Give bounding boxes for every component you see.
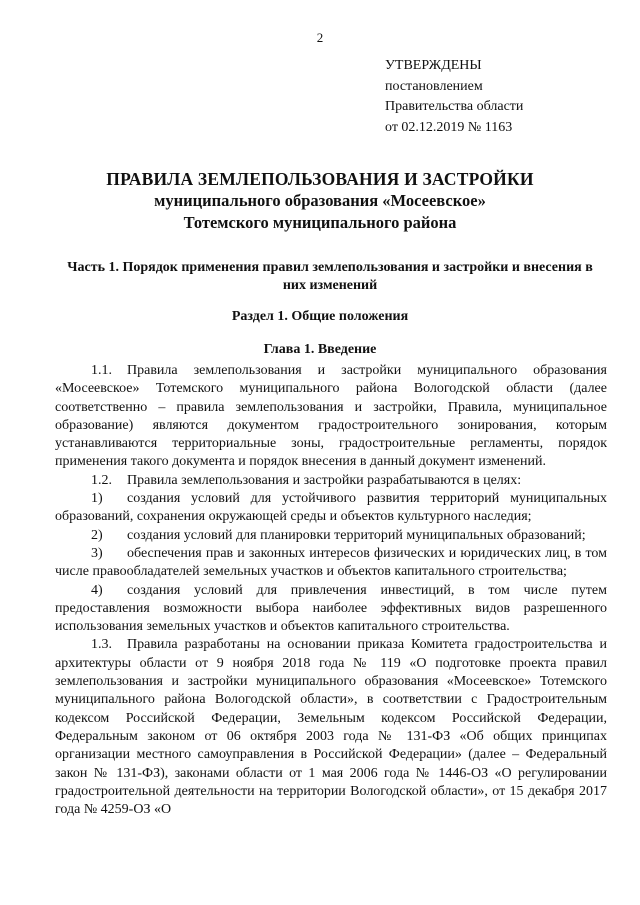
document-title — [0, 168, 640, 234]
paragraph-1-3 — [55, 636, 607, 819]
list-item-number: 4) — [91, 582, 103, 598]
paragraph-1-1 — [55, 362, 607, 472]
title-main: ПРАВИЛА ЗЕМЛЕПОЛЬЗОВАНИЯ И ЗАСТРОЙКИ — [106, 169, 534, 189]
page-number: 2 — [316, 30, 324, 45]
list-item-number: 2) — [91, 527, 103, 543]
list-item-number: 1) — [91, 491, 103, 507]
paragraph-number: 1.3. — [91, 637, 112, 653]
document-body — [55, 362, 607, 819]
list-item-1 — [55, 490, 607, 527]
title-subtitle-1: муниципального образования «Мосеевское» — [154, 191, 486, 210]
list-item-3 — [55, 545, 607, 582]
list-item-text: создания условий для планировки территорий муниципальных образований; — [127, 527, 586, 543]
paragraph-number: 1.1. — [91, 363, 112, 378]
part-heading: Часть 1. Порядок применения правил землепользования и застройки и внесения в них изменений — [67, 260, 593, 293]
paragraph-number: 1.2. — [91, 472, 112, 488]
title-subtitle-2: Тотемского муниципального района — [183, 213, 457, 232]
paragraph-text: Правила землепользования и застройки разрабатываются в целях: — [127, 472, 522, 488]
approval-line-2: постановлением — [385, 78, 483, 94]
approval-stamp — [385, 56, 523, 138]
chapter-heading: Глава 1. Введение — [263, 342, 377, 357]
list-item-text: создания условий для устойчивого развития территорий муниципальных образований, сохранения окружающей среды и объектов культурного наследия; — [55, 491, 607, 525]
approval-line-4: от 02.12.2019 № 1163 — [385, 119, 513, 135]
approval-line-3: Правительства области — [385, 99, 524, 114]
list-item-4 — [55, 582, 607, 637]
paragraph-text: Правила разработаны на основании приказа Комитета градостроительства и архитектуры области от 9 ноября 2018 года № 119 «О подготовке проекта правил землепользования и застройки муниципального образования «Мосеевское» Тотемского муниципального района Вологодской области», в соответствии с Градостроительным кодексом Российской Федерации, Земельным кодексом Российской Федерации, Федеральным законом от 06 октября 2003 года № 131-ФЗ «Об общих принципах организации местного самоуправления в Российской Федерации» (далее – Федеральный закон № 131-ФЗ), законами области от 1 мая 2006 года № 1446-ОЗ «О регулировании градостроительной деятельности на территории Вологодской области», от 15 декабря 2017 года № 4259-ОЗ «О — [55, 637, 607, 818]
list-item-text: обеспечения прав и законных интересов физических и юридических лиц, в том числе правообладателей земельных участков и объектов капитального строительства; — [55, 545, 607, 580]
approval-line-1: УТВЕРЖДЕНЫ — [385, 58, 482, 73]
paragraph-text: Правила землепользования и застройки муниципального образования «Мосеевское» Тотемского муниципального района Вологодской области (далее соответственно – правила землепользования и застройки, Правила, муниципальное образование) являются документом градостроительного зонирования, которым устанавливаются территориальные зоны, градостроительные регламенты, порядок применения такого документа и порядок внесения в данный документ изменений. — [55, 363, 607, 470]
paragraph-1-2 — [55, 472, 607, 490]
list-item-text: создания условий для привлечения инвестиций, в том числе путем предоставления возможности выбора наиболее эффективных видов разрешенного использования земельных участков и объектов капитального строительства. — [55, 582, 607, 635]
list-item-2 — [55, 527, 607, 545]
section-heading: Раздел 1. Общие положения — [231, 309, 409, 324]
list-item-number: 3) — [91, 545, 103, 561]
